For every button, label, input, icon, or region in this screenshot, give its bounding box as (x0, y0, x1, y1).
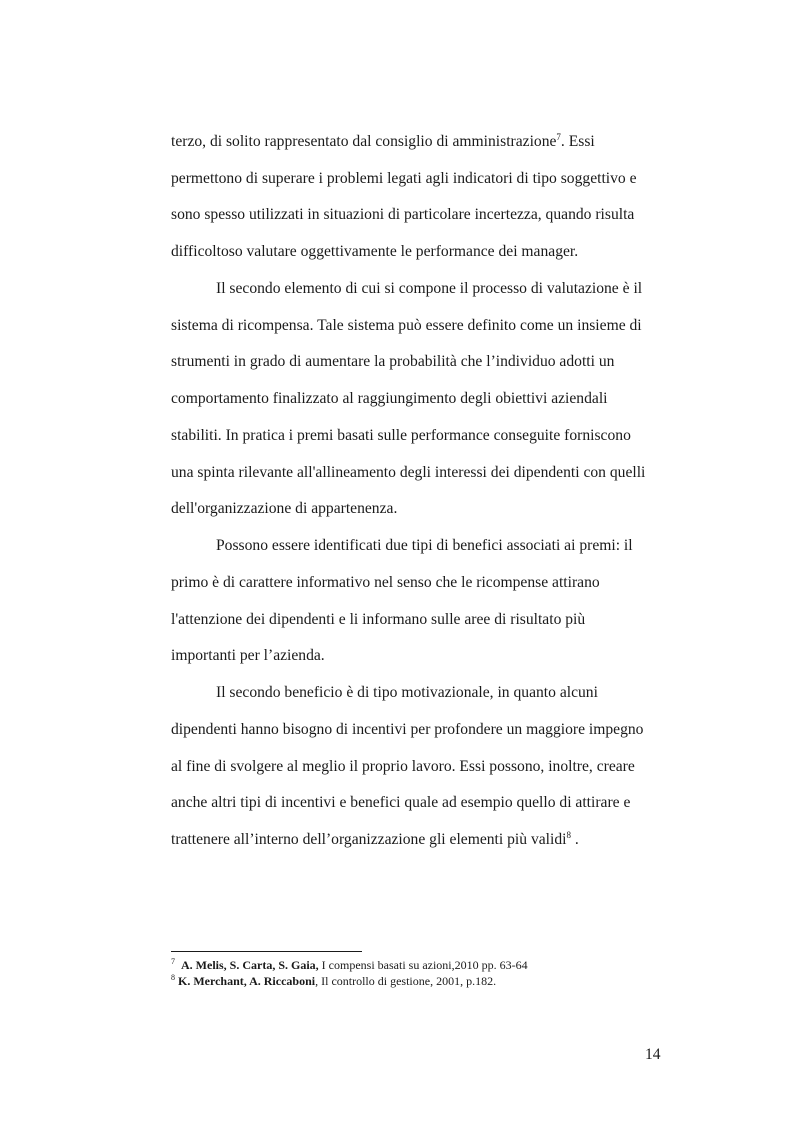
text-line: primo è di carattere informativo nel senso che le ricompense attirano (171, 574, 600, 591)
text-segment: . Essi (560, 133, 595, 150)
footnote-text: I compensi basati su azioni,2010 pp. 63-64 (318, 958, 528, 972)
text-segment: trattenere all’interno dell’organizzazione gli elementi più validi (171, 831, 567, 848)
text-line: sistema di ricompensa. Tale sistema può essere definito come un insieme di (171, 317, 642, 334)
footnote-divider (171, 951, 362, 952)
footnote-ref[interactable]: 8 (566, 829, 571, 840)
text-line: permettono di superare i problemi legati agli indicatori di tipo soggettivo e (171, 170, 637, 187)
text-line (171, 132, 595, 152)
text-line: anche altri tipi di incentivi e benefici quale ad esempio quello di attirare e (171, 794, 631, 811)
text-line: al fine di svolgere al meglio il proprio lavoro. Essi possono, inoltre, creare (171, 758, 635, 775)
footnote-number: 8 (171, 973, 175, 982)
footnote-7 (171, 958, 528, 973)
text-line: una spinta rilevante all'allineamento degli interessi dei dipendenti con quelli (171, 464, 646, 481)
footnote-number: 7 (171, 957, 175, 966)
page-number: 14 (645, 1046, 661, 1063)
text-line: strumenti in grado di aumentare la probabilità che l’individuo adotti un (171, 353, 615, 370)
text-line: sono spesso utilizzati in situazioni di particolare incertezza, quando risulta (171, 206, 635, 223)
footnote-text: , Il controllo di gestione, 2001, p.182. (315, 974, 497, 988)
footnote-8 (171, 974, 496, 989)
text-line: stabiliti. In pratica i premi basati sulle performance conseguite forniscono (171, 427, 631, 444)
text-line: l'attenzione dei dipendenti e li informano sulle aree di risultato più (171, 611, 586, 628)
text-line: dipendenti hanno bisogno di incentivi per profondere un maggiore impegno (171, 721, 644, 738)
footnote-ref[interactable]: 7 (556, 131, 561, 142)
footnote-authors: K. Merchant, A. Riccaboni (178, 974, 316, 988)
text-line: difficoltoso valutare oggettivamente le performance dei manager. (171, 243, 579, 260)
text-line (171, 830, 579, 850)
text-line: Il secondo beneficio è di tipo motivazionale, in quanto alcuni (216, 684, 598, 701)
text-line: Il secondo elemento di cui si compone il processo di valutazione è il (216, 280, 643, 297)
text-line: Possono essere identificati due tipi di benefici associati ai premi: il (216, 537, 633, 554)
text-segment: . (570, 831, 579, 848)
text-line: importanti per l’azienda. (171, 647, 325, 664)
text-line: comportamento finalizzato al raggiungimento degli obiettivi aziendali (171, 390, 608, 407)
footnote-authors: A. Melis, S. Carta, S. Gaia, (181, 958, 319, 972)
text-line: dell'organizzazione di appartenenza. (171, 500, 398, 517)
text-segment: terzo, di solito rappresentato dal consiglio di amministrazione (171, 133, 557, 150)
